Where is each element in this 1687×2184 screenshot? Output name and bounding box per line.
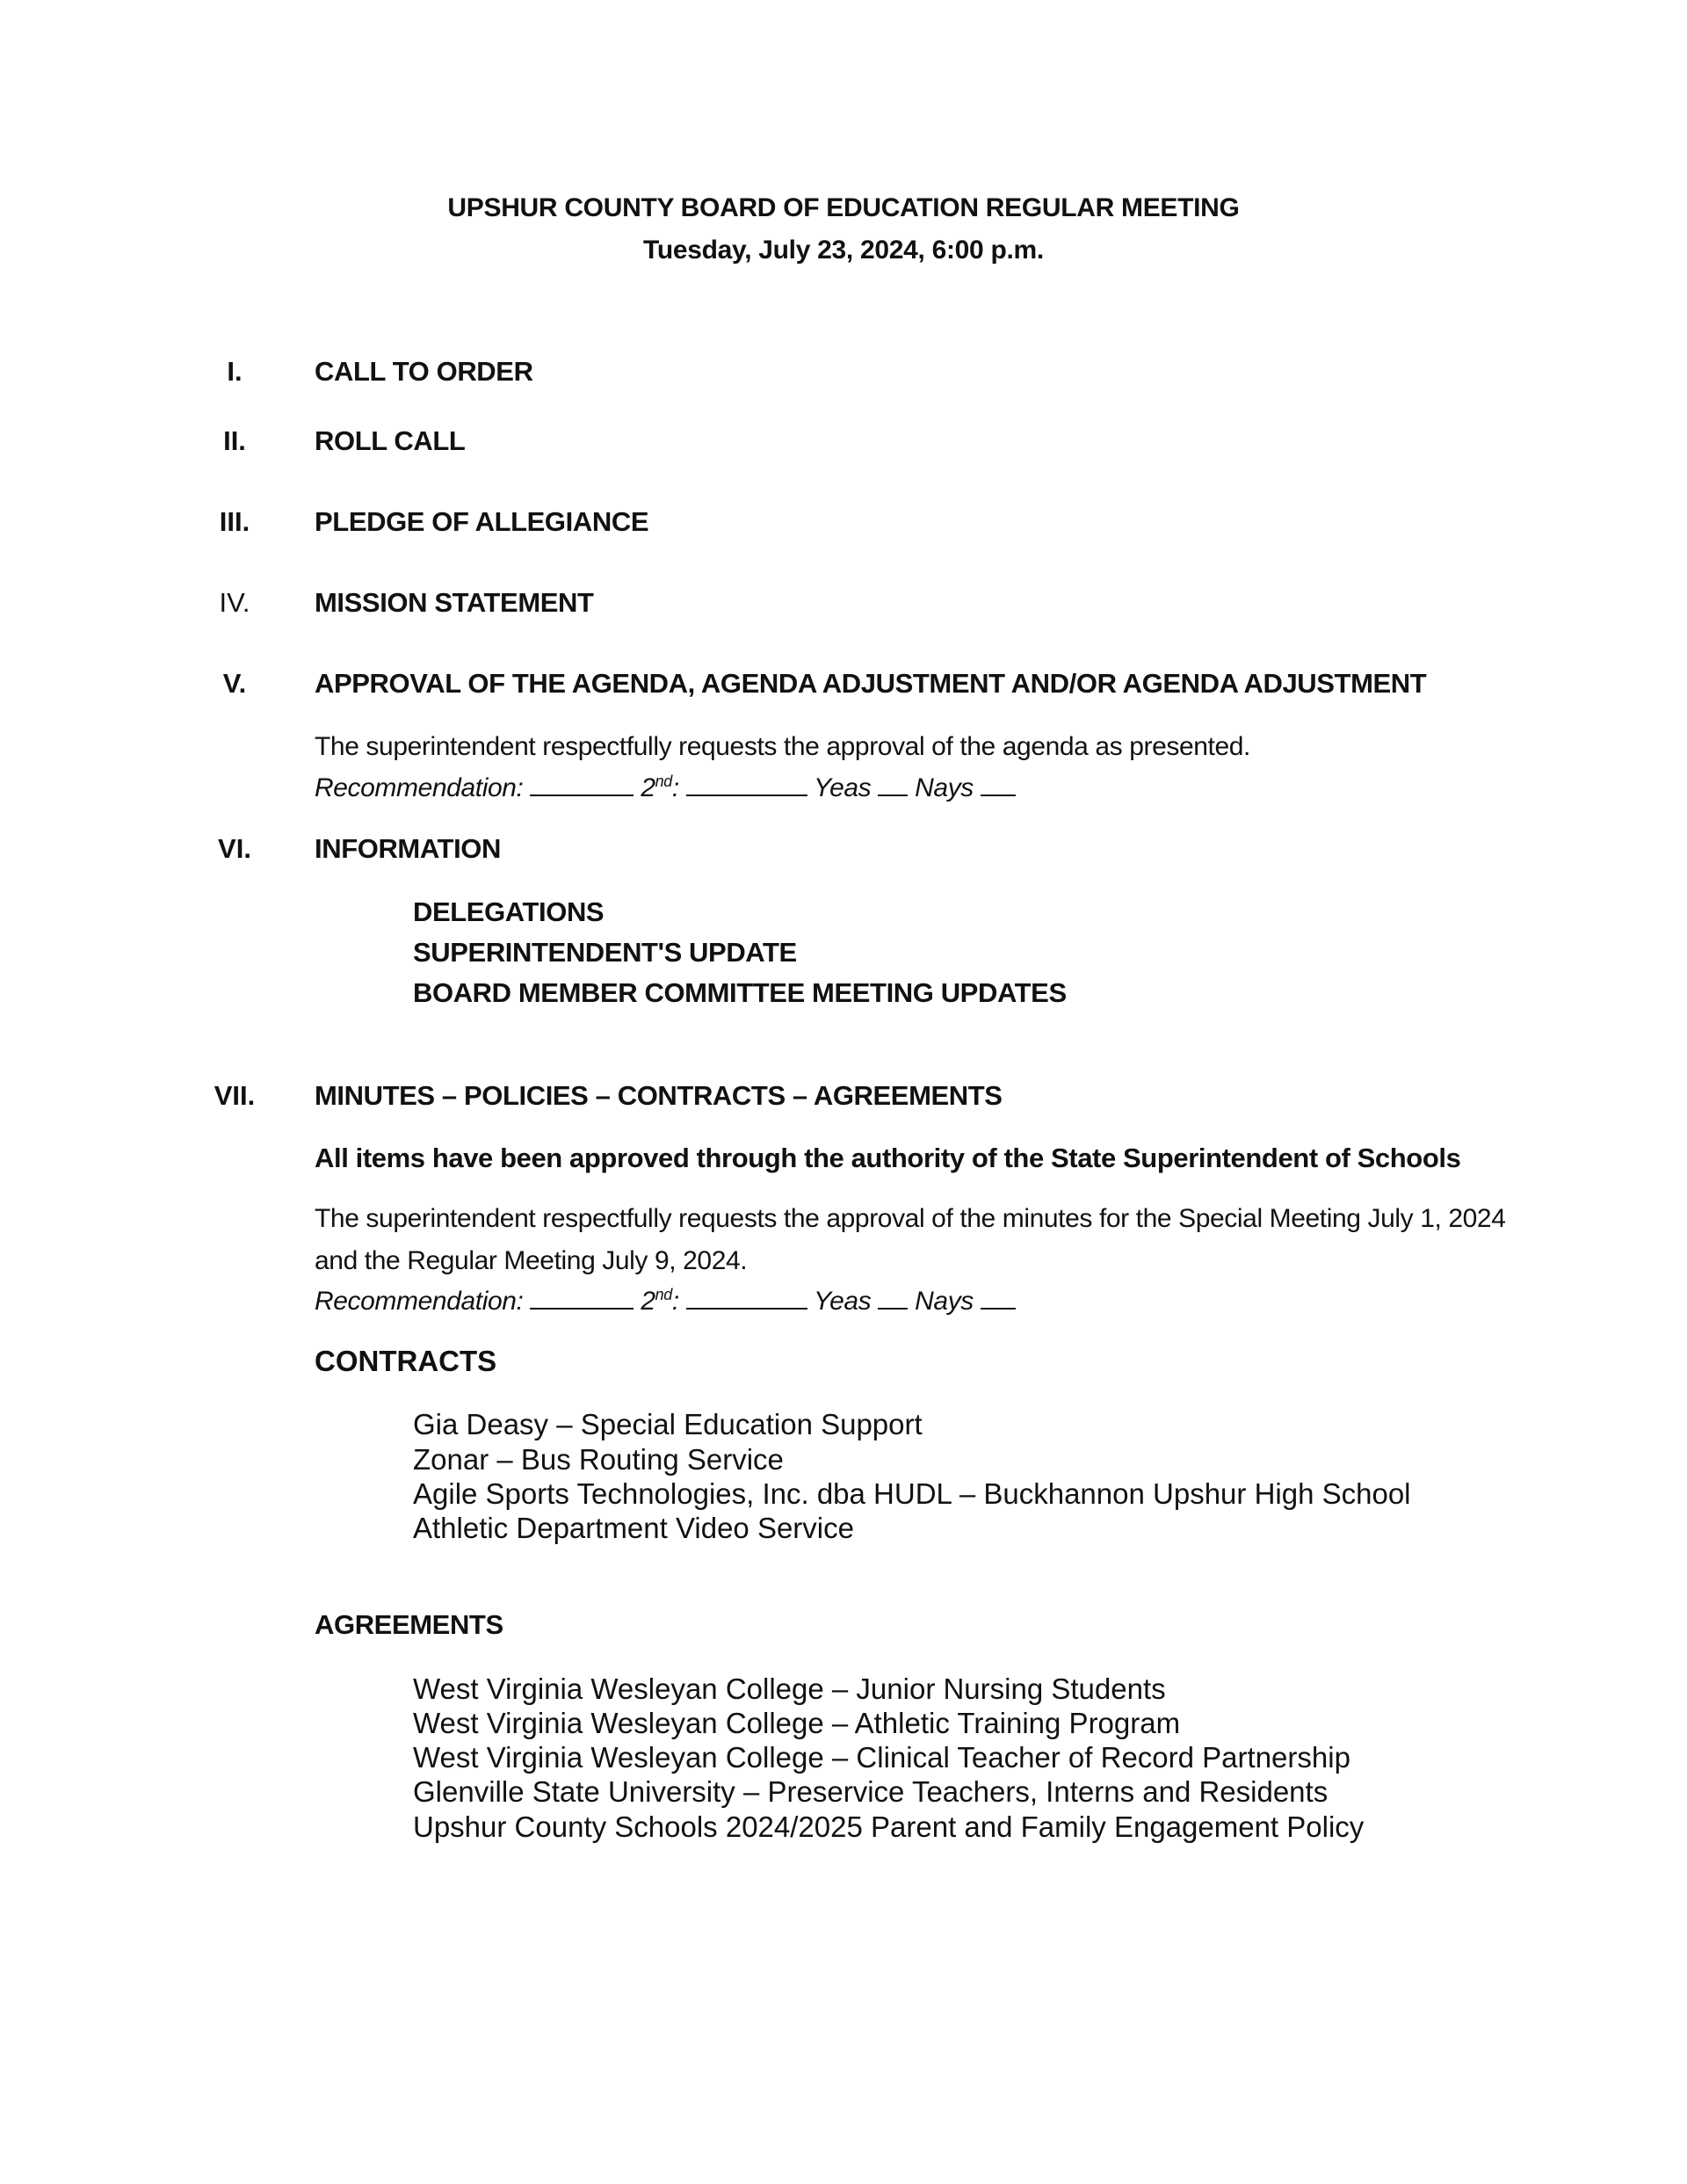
nays-blank [981,1285,1016,1310]
second-label: 2nd: [641,773,679,802]
second-label: 2nd: [641,1286,679,1316]
section-title-information: INFORMATION [315,833,501,864]
nays-blank [981,772,1016,796]
contracts-heading: CONTRACTS [315,1345,497,1377]
section-number: VI. [218,833,251,864]
yeas-blank [878,772,908,796]
authority-statement: All items have been approved through the authority of the State Superintendent of Schools [315,1143,1461,1173]
section-title-minutes-policies: MINUTES – POLICIES – CONTRACTS – AGREEMENTS [315,1080,1003,1111]
section-title-mission: MISSION STATEMENT [315,587,594,618]
recommendation-line [315,772,1016,803]
minutes-approval-request-cont: and the Regular Meeting July 9, 2024. [315,1246,748,1275]
nays-label: Nays [915,773,974,802]
agreement-item: Upshur County Schools 2024/2025 Parent and Family Engagement Policy [413,1810,1365,1843]
recommendation-label: Recommendation: [315,1287,524,1316]
meeting-date: Tuesday, July 23, 2024, 6:00 p.m. [643,236,1044,265]
recommendation-line [315,1285,1016,1317]
section-number: IV. [219,587,250,618]
section-number: V. [222,668,247,699]
second-blank [686,772,807,796]
agreement-item: West Virginia Wesleyan College – Clinical Teacher of Record Partnership [413,1741,1350,1774]
agreement-item: West Virginia Wesleyan College – Junior Nursing Students [413,1672,1166,1705]
contract-item: Gia Deasy – Special Education Support [413,1408,923,1440]
nays-label: Nays [915,1287,974,1316]
yeas-blank [878,1285,908,1310]
agenda-approval-request: The superintendent respectfully requests the approval of the agenda as presented. [315,732,1250,761]
contract-item: Athletic Department Video Service [413,1512,854,1544]
section-title-roll-call: ROLL CALL [315,425,466,456]
meeting-title: UPSHUR COUNTY BOARD OF EDUCATION REGULAR MEETING [447,193,1240,222]
agreements-heading: AGREEMENTS [315,1609,503,1640]
section-number: III. [219,506,250,537]
info-item-board-committee: BOARD MEMBER COMMITTEE MEETING UPDATES [413,977,1067,1008]
yeas-label: Yeas [814,773,872,802]
section-title-call-to-order: CALL TO ORDER [315,356,533,387]
info-item-superintendent-update: SUPERINTENDENT'S UPDATE [413,937,797,968]
yeas-label: Yeas [814,1287,872,1316]
recommendation-label: Recommendation: [315,773,524,802]
agreement-item: Glenville State University – Preservice Teachers, Interns and Residents [413,1775,1329,1808]
section-title-approval-agenda: APPROVAL OF THE AGENDA, AGENDA ADJUSTMENT AND/OR AGENDA ADJUSTMENT [315,668,1427,699]
section-number: I. [227,356,243,387]
info-item-delegations: DELEGATIONS [413,896,605,927]
second-blank [686,1285,807,1310]
contract-item: Agile Sports Technologies, Inc. dba HUDL – Buckhannon Upshur High School [413,1477,1411,1510]
section-number: VII. [214,1080,256,1111]
contract-item: Zonar – Bus Routing Service [413,1443,784,1476]
section-title-pledge: PLEDGE OF ALLEGIANCE [315,506,649,537]
section-number: II. [223,425,246,456]
agreement-item: West Virginia Wesleyan College – Athletic Training Program [413,1707,1181,1739]
minutes-approval-request: The superintendent respectfully requests the approval of the minutes for the Special Meeting July 1, 2024 [315,1204,1506,1233]
motion-blank [530,1285,634,1310]
motion-blank [530,772,634,796]
